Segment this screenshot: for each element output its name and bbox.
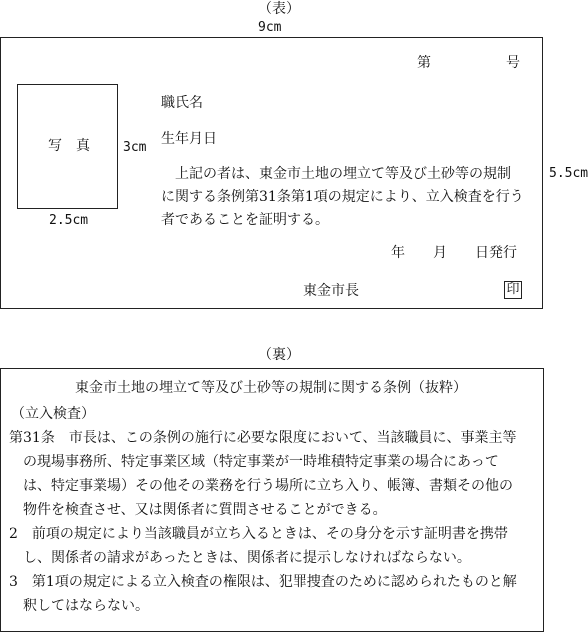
article-text [9, 426, 541, 618]
ordinance-title: 東金市土地の埋立て等及び土砂等の規制に関する条例（抜粋） [75, 380, 467, 396]
number-label-go: 号 [506, 55, 520, 71]
article-line: し、関係者の請求があったときは、関係者に提示しなければならない。 [23, 550, 471, 566]
article-line: の現場事務所、特定事業区域（特定事業が一時堆積特定事業の場合にあって [23, 454, 499, 470]
seal-mark: 印 [504, 281, 522, 299]
front-card [0, 37, 543, 309]
article-line: 釈してはならない。 [23, 598, 149, 614]
certification-text [161, 163, 539, 232]
back-card [0, 368, 544, 632]
front-width-dimension: 9cm [258, 20, 282, 35]
article-line: 物件を検査させ、又は関係者に質問させることができる。 [23, 502, 387, 518]
front-label: （表） [258, 1, 300, 17]
photo-height-dimension: 3cm [123, 140, 147, 155]
article-line: 3 第1項の規定による立入検査の権限は、犯罪捜査のために認められたものと解 [9, 574, 517, 590]
photo-label: 写 真 [48, 138, 90, 154]
section-heading: （立入検査） [11, 406, 95, 422]
photo-box [17, 84, 118, 209]
certification-line: 者であることを証明する。 [161, 212, 329, 228]
name-label: 職氏名 [161, 95, 203, 111]
front-height-dimension: 5.5cm [549, 166, 588, 181]
article-line: 2 前項の規定により当該職員が立ち入るときは、その身分を示す証明書を携帯 [9, 526, 508, 542]
article-line: 第31条 市長は、この条例の施行に必要な限度において、当該職員に、事業主等 [9, 430, 517, 446]
photo-width-dimension: 2.5cm [49, 213, 89, 228]
birth-date-label: 生年月日 [161, 131, 217, 147]
certification-line: 上記の者は、東金市土地の埋立て等及び土砂等の規制 [175, 166, 511, 182]
issuer-name: 東金市長 [303, 283, 359, 299]
back-label: （裏） [258, 347, 300, 363]
certification-line: に関する条例第31条第1項の規定により、立入検査を行う [161, 189, 524, 205]
number-label-dai: 第 [417, 55, 431, 71]
issue-date: 年 月 日発行 [391, 245, 517, 261]
article-line: は、特定事業場）その他その業務を行う場所に立ち入り、帳簿、書類その他の [23, 478, 513, 494]
